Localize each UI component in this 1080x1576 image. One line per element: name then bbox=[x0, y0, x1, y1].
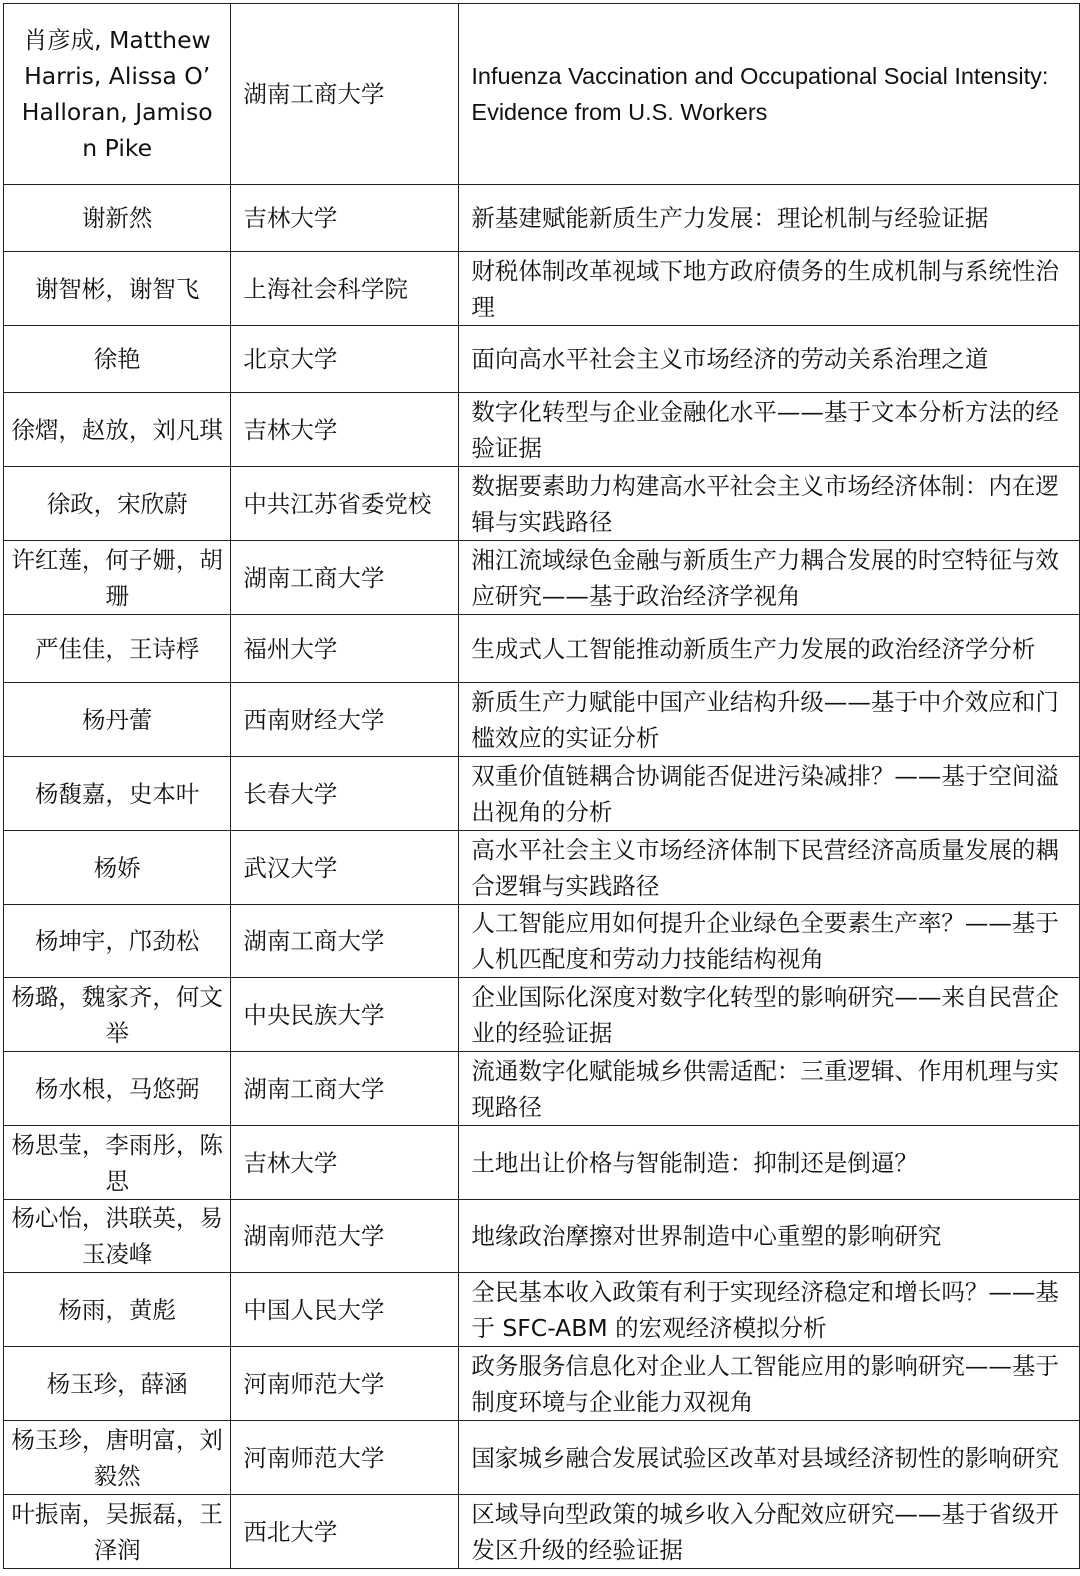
title-cell: 企业国际化深度对数字化转型的影响研究——来自民营企业的经验证据 bbox=[459, 978, 1080, 1052]
institution-cell: 上海社会科学院 bbox=[231, 252, 459, 326]
institution-cell: 中国人民大学 bbox=[231, 1273, 459, 1347]
paper-list-table bbox=[3, 3, 1080, 1569]
institution-cell: 吉林大学 bbox=[231, 1126, 459, 1200]
title-cell: 政务服务信息化对企业人工智能应用的影响研究——基于制度环境与企业能力双视角 bbox=[459, 1347, 1080, 1421]
authors-cell: 徐艳 bbox=[4, 326, 231, 393]
institution-cell: 湖南工商大学 bbox=[231, 905, 459, 978]
table-row bbox=[4, 683, 1080, 757]
table-row bbox=[4, 252, 1080, 326]
authors-cell: 叶振南，吴振磊，王泽润 bbox=[4, 1495, 231, 1569]
institution-cell: 西南财经大学 bbox=[231, 683, 459, 757]
title-cell: 生成式人工智能推动新质生产力发展的政治经济学分析 bbox=[459, 615, 1080, 683]
table-row bbox=[4, 1126, 1080, 1200]
authors-cell: 杨心怡，洪联英，易玉凌峰 bbox=[4, 1200, 231, 1273]
table-row bbox=[4, 1052, 1080, 1126]
table-row bbox=[4, 757, 1080, 831]
authors-cell: 杨玉珍，唐明富，刘毅然 bbox=[4, 1421, 231, 1495]
title-cell: 国家城乡融合发展试验区改革对县域经济韧性的影响研究 bbox=[459, 1421, 1080, 1495]
table-row bbox=[4, 1347, 1080, 1421]
authors-cell: 徐熠，赵放，刘凡琪 bbox=[4, 393, 231, 467]
authors-cell: 杨坤宇，邝劲松 bbox=[4, 905, 231, 978]
table-row bbox=[4, 978, 1080, 1052]
table-row bbox=[4, 393, 1080, 467]
institution-cell: 湖南师范大学 bbox=[231, 1200, 459, 1273]
title-cell: 双重价值链耦合协调能否促进污染减排？——基于空间溢出视角的分析 bbox=[459, 757, 1080, 831]
table-row bbox=[4, 1421, 1080, 1495]
title-cell: Infuenza Vaccination and Occupational Social Intensity: Evidence from U.S. Workers bbox=[459, 4, 1080, 185]
institution-cell: 湖南工商大学 bbox=[231, 541, 459, 615]
institution-cell: 河南师范大学 bbox=[231, 1421, 459, 1495]
table-row bbox=[4, 615, 1080, 683]
authors-cell: 杨馥嘉，史本叶 bbox=[4, 757, 231, 831]
title-cell: 数据要素助力构建高水平社会主义市场经济体制：内在逻辑与实践路径 bbox=[459, 467, 1080, 541]
institution-cell: 武汉大学 bbox=[231, 831, 459, 905]
authors-cell: 许红莲，何子姗，胡珊 bbox=[4, 541, 231, 615]
authors-cell: 杨水根，马悠弼 bbox=[4, 1052, 231, 1126]
authors-cell: 杨玉珍，薛涵 bbox=[4, 1347, 231, 1421]
institution-cell: 吉林大学 bbox=[231, 393, 459, 467]
title-cell: 新质生产力赋能中国产业结构升级——基于中介效应和门槛效应的实证分析 bbox=[459, 683, 1080, 757]
title-cell: 数字化转型与企业金融化水平——基于文本分析方法的经验证据 bbox=[459, 393, 1080, 467]
authors-cell: 杨雨，黄彪 bbox=[4, 1273, 231, 1347]
institution-cell: 河南师范大学 bbox=[231, 1347, 459, 1421]
title-cell: 湘江流域绿色金融与新质生产力耦合发展的时空特征与效应研究——基于政治经济学视角 bbox=[459, 541, 1080, 615]
table-row bbox=[4, 4, 1080, 185]
institution-cell: 湖南工商大学 bbox=[231, 4, 459, 185]
title-cell: 地缘政治摩擦对世界制造中心重塑的影响研究 bbox=[459, 1200, 1080, 1273]
table-row bbox=[4, 541, 1080, 615]
authors-cell: 徐政，宋欣蔚 bbox=[4, 467, 231, 541]
title-cell: 人工智能应用如何提升企业绿色全要素生产率？——基于人机匹配度和劳动力技能结构视角 bbox=[459, 905, 1080, 978]
institution-cell: 吉林大学 bbox=[231, 185, 459, 252]
title-cell: 全民基本收入政策有利于实现经济稳定和增长吗？——基于 SFC-ABM 的宏观经济模拟分析 bbox=[459, 1273, 1080, 1347]
table-row bbox=[4, 1273, 1080, 1347]
title-cell: 区域导向型政策的城乡收入分配效应研究——基于省级开发区升级的经验证据 bbox=[459, 1495, 1080, 1569]
table-row bbox=[4, 831, 1080, 905]
table-row bbox=[4, 326, 1080, 393]
table-row bbox=[4, 1200, 1080, 1273]
table-row bbox=[4, 905, 1080, 978]
title-cell: 流通数字化赋能城乡供需适配：三重逻辑、作用机理与实现路径 bbox=[459, 1052, 1080, 1126]
table-row bbox=[4, 185, 1080, 252]
institution-cell: 西北大学 bbox=[231, 1495, 459, 1569]
institution-cell: 湖南工商大学 bbox=[231, 1052, 459, 1126]
authors-cell: 谢智彬，谢智飞 bbox=[4, 252, 231, 326]
title-cell: 面向高水平社会主义市场经济的劳动关系治理之道 bbox=[459, 326, 1080, 393]
institution-cell: 中央民族大学 bbox=[231, 978, 459, 1052]
authors-cell: 谢新然 bbox=[4, 185, 231, 252]
table-row bbox=[4, 1495, 1080, 1569]
title-cell: 新基建赋能新质生产力发展：理论机制与经验证据 bbox=[459, 185, 1080, 252]
title-cell: 财税体制改革视域下地方政府债务的生成机制与系统性治理 bbox=[459, 252, 1080, 326]
authors-cell: 杨璐，魏家齐，何文举 bbox=[4, 978, 231, 1052]
authors-cell: 杨娇 bbox=[4, 831, 231, 905]
authors-cell: 杨思莹，李雨彤，陈思 bbox=[4, 1126, 231, 1200]
authors-cell: 肖彦成, MatthewHarris, Alissa O’ Halloran, Jamison Pike bbox=[4, 4, 231, 185]
authors-cell: 杨丹蕾 bbox=[4, 683, 231, 757]
title-cell: 高水平社会主义市场经济体制下民营经济高质量发展的耦合逻辑与实践路径 bbox=[459, 831, 1080, 905]
authors-cell: 严佳佳，王诗桴 bbox=[4, 615, 231, 683]
title-cell: 土地出让价格与智能制造：抑制还是倒逼？ bbox=[459, 1126, 1080, 1200]
institution-cell: 福州大学 bbox=[231, 615, 459, 683]
institution-cell: 北京大学 bbox=[231, 326, 459, 393]
institution-cell: 长春大学 bbox=[231, 757, 459, 831]
institution-cell: 中共江苏省委党校 bbox=[231, 467, 459, 541]
table-row bbox=[4, 467, 1080, 541]
